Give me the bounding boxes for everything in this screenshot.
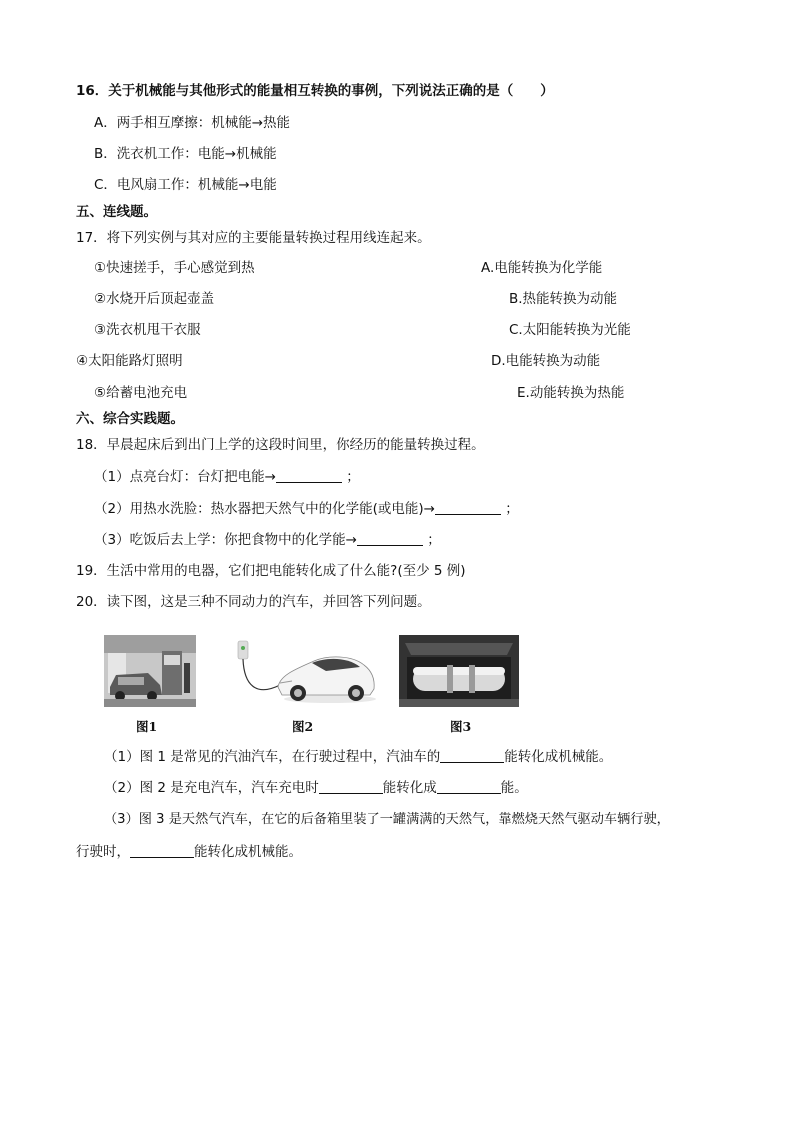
q17-left-2: ②水烧开后顶起壶盖 (94, 291, 215, 307)
q19-stem: 19．生活中常用的电器，它们把电能转化成了什么能?(至少 5 例) (76, 563, 466, 579)
answer-blank[interactable] (357, 531, 423, 546)
q17-left-4: ④太阳能路灯照明 (76, 353, 183, 369)
q20-part-2: （2）图 2 是充电汽车，汽车充电时 能转化成 能。 (104, 780, 528, 796)
figure-2-caption: 图2 (292, 719, 314, 734)
q16-option-b: B．洗衣机工作：电能→机械能 (94, 146, 277, 162)
figure-2-electric-car-image (234, 635, 377, 707)
figure-3-natural-gas-car-image (399, 635, 519, 707)
answer-blank[interactable] (319, 779, 383, 794)
figure-1-caption: 图1 (136, 719, 158, 734)
q17-right-b: B.热能转换为动能 (509, 291, 618, 307)
answer-blank[interactable] (435, 500, 501, 515)
q20-part-3-line-2: 行驶时， 能转化成机械能。 (76, 844, 302, 860)
q16-stem: 16．关于机械能与其他形式的能量相互转换的事例，下列说法正确的是（ ） (76, 83, 554, 99)
q18-part-3: （3）吃饭后去上学：你把食物中的化学能→ ； (94, 532, 441, 548)
section-6-heading: 六、综合实践题。 (76, 411, 184, 427)
answer-blank[interactable] (276, 468, 342, 483)
q18-part-2: （2）用热水洗脸：热水器把天然气中的化学能(或电能)→ ； (94, 501, 519, 517)
figure-1-gasoline-car-image (104, 635, 196, 707)
q17-left-1: ①快速搓手，手心感觉到热 (94, 260, 255, 276)
q16-option-a: A．两手相互摩擦：机械能→热能 (94, 115, 291, 131)
answer-blank[interactable] (440, 748, 504, 763)
q17-stem: 17．将下列实例与其对应的主要能量转换过程用线连起来。 (76, 230, 431, 246)
q17-right-c: C.太阳能转换为光能 (509, 322, 631, 338)
q17-right-d: D.电能转换为动能 (491, 353, 601, 369)
answer-blank[interactable] (437, 779, 501, 794)
q17-right-a: A.电能转换为化学能 (481, 260, 603, 276)
answer-blank[interactable] (130, 843, 194, 858)
q18-stem: 18．早晨起床后到出门上学的这段时间里，你经历的能量转换过程。 (76, 437, 485, 453)
q17-left-5: ⑤给蓄电池充电 (94, 385, 188, 401)
figure-3-caption: 图3 (450, 719, 472, 734)
q20-part-3-line-1: （3）图 3 是天然气汽车，在它的后备箱里装了一罐满满的天然气，靠燃烧天然气驱动车辆行驶， (104, 812, 670, 827)
q17-left-3: ③洗衣机甩干衣服 (94, 322, 201, 338)
q16-option-c: C．电风扇工作：机械能→电能 (94, 177, 277, 193)
q20-part-1: （1）图 1 是常见的汽油汽车，在行驶过程中，汽油车的 能转化成机械能。 (104, 749, 613, 765)
q18-part-1: （1）点亮台灯：台灯把电能→ ； (94, 469, 360, 485)
q17-right-e: E.动能转换为热能 (517, 385, 625, 401)
q20-stem: 20．读下图，这是三种不同动力的汽车，并回答下列问题。 (76, 594, 431, 610)
section-5-heading: 五、连线题。 (76, 204, 157, 220)
